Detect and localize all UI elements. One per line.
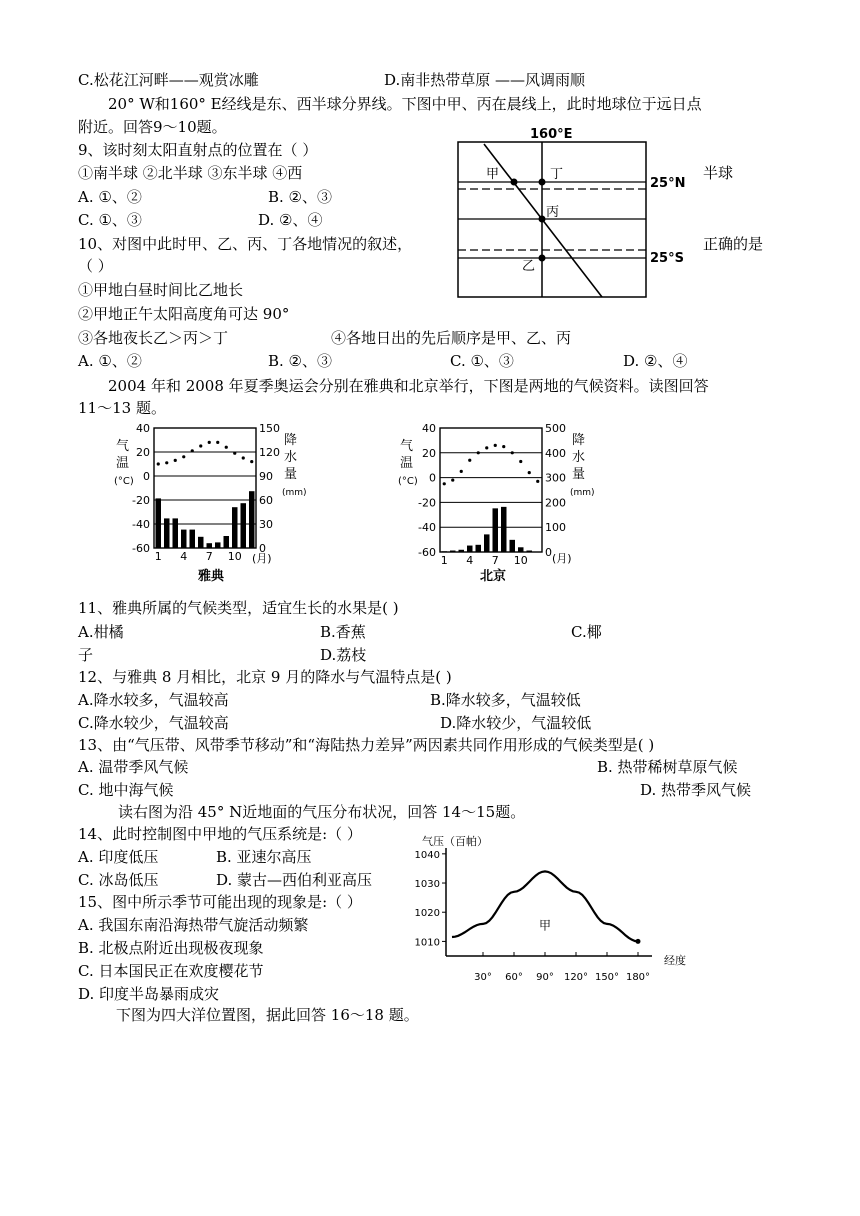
athens-precip-tick: 90 [259,470,273,483]
athens-precip-bar [249,491,255,548]
question-10-option-b: B. ②、③ [268,352,333,370]
question-13-option-d: D. 热带季风气候 [640,781,752,799]
beijing-temp-point [485,446,488,449]
athens-temp-point [182,455,185,458]
athens-precip-tick: 0 [259,542,266,555]
athens-precip-bar [173,518,179,548]
lat-25s-label: 25°S [650,251,684,266]
beijing-precip-bar [442,551,448,552]
beijing-precip-label-4: (mm) [570,488,595,498]
beijing-precip-tick: 400 [545,446,566,460]
intro-16-18: 下图为四大洋位置图，据此回答 16～18 题。 [116,1006,419,1024]
lat-25n-label: 25°N [650,176,686,191]
beijing-precip-tick: 300 [545,471,566,485]
question-9-statements: ①南半球 ②北半球 ③东半球 ④西 [78,164,303,182]
question-9-option-d: D. ②、④ [258,211,323,229]
label-yi: 乙 [522,259,536,274]
athens-precip-bar [207,543,213,548]
athens-precip-label-3: 量 [284,467,298,482]
athens-temp-tick: 0 [143,470,150,483]
beijing-temp-point [536,480,539,483]
beijing-temp-tick: 0 [429,471,436,485]
pressure-x-tick: 120° [563,972,589,983]
point-jia [511,179,518,186]
question-12-option-c: C.降水较少，气温较高 [78,714,229,732]
point-ding [539,179,546,186]
label-jia: 甲 [486,167,500,182]
question-10-tail: 正确的是 [703,235,764,253]
beijing-month-tick: 4 [466,554,474,567]
athens-precip-tick: 30 [259,518,273,531]
athens-city-name: 雅典 [198,569,225,584]
question-14-option-b: B. 亚速尔高压 [216,848,312,866]
question-10: 10、对图中此时甲、乙、丙、丁各地情况的叙述， [78,235,413,253]
question-12-option-b: B.降水较多，气温较低 [430,691,581,709]
beijing-city-name: 北京 [480,569,507,584]
athens-precip-bar [190,530,196,548]
question-13-option-c: C. 地中海气候 [78,781,174,799]
athens-month-tick: 4 [180,550,188,563]
beijing-temp-point [528,471,531,474]
question-14-option-c: C. 冰岛低压 [78,871,159,889]
athens-temp-point [191,449,194,452]
pressure-y-tick: 1020 [414,908,440,920]
beijing-temp-point [443,482,446,485]
pressure-y-tick: 1010 [414,937,440,949]
athens-precip-bar [241,503,247,548]
question-11-option-d: D.荔枝 [320,646,367,664]
athens-precip-tick: 120 [259,446,280,459]
beijing-precip-tick: 200 [545,496,566,510]
pressure-y-label: 气压（百帕） [422,835,488,848]
athens-temp-point [233,452,236,455]
beijing-temp-point [451,478,454,481]
pressure-x-tick: 90° [536,972,554,983]
athens-temp-label-3: (°C) [114,476,134,487]
question-13-option-b: B. 热带稀树草原气候 [597,758,738,776]
beijing-temp-label-3: (°C) [398,476,418,487]
question-10-paren: （ ） [78,257,113,275]
beijing-precip-bar [493,508,499,552]
question-11-option-a: A.柑橘 [78,623,124,641]
athens-precip-bar [198,537,204,548]
athens-precip-bar [156,498,162,548]
question-9-option-c: C. ①、③ [78,211,142,229]
terminator-diagram [452,126,702,301]
question-13-option-a: A. 温带季风气候 [78,758,189,776]
beijing-precip-bar [467,546,473,552]
question-12-option-d: D.降水较少，气温较低 [440,714,592,732]
beijing-temp-tick: -60 [418,546,436,559]
athens-month-tick: 1 [154,550,162,563]
question-9-option-a: A. ①、② [78,188,142,206]
athens-precip-tick: 150 [259,422,280,435]
question-11-option-c: C.椰 [571,623,602,641]
beijing-temp-tick: -20 [418,496,436,510]
question-12-option-a: A.降水较多，气温较高 [78,691,229,709]
beijing-precip-bar [518,547,524,552]
beijing-precip-bar [476,545,482,552]
question-15: 15、图中所示季节可能出现的现象是:（ ） [78,893,362,911]
athens-temp-point [199,444,202,447]
beijing-temp-point [468,459,471,462]
meridian-label: 160°E [530,127,573,142]
beijing-month-tick: 1 [440,554,448,567]
athens-temp-tick: -20 [132,494,150,507]
question-10-option-a: A. ①、② [78,352,142,370]
athens-precip-bar [181,530,187,548]
athens-temp-point [225,446,228,449]
beijing-precip-label-3: 量 [572,467,586,482]
athens-temp-label-2: 温 [116,456,130,471]
athens-temp-tick: 20 [136,446,150,459]
question-15-option-a: A. 我国东南沿海热带气旋活动频繁 [78,916,309,934]
beijing-temp-tick: -40 [418,521,436,535]
question-10-option-c: C. ①、③ [450,352,514,370]
pressure-x-tick: 150° [594,972,620,983]
intro-14-15: 读右图为沿 45° N近地面的气压分布状况，回答 14～15题。 [118,803,526,821]
pressure-end-point [636,939,641,944]
athens-precip-bar [232,507,238,548]
point-bing [539,216,546,223]
athens-precip-bar [224,536,230,548]
label-ding: 丁 [550,167,564,182]
beijing-precip-label-2: 水 [572,450,586,465]
question-10-option-d: D. ②、④ [623,352,688,370]
question-10-statement-3: ③各地夜长乙＞丙＞丁 [78,329,229,347]
question-14: 14、此时控制图中甲地的气压系统是:（ ） [78,825,362,843]
beijing-temp-label-1: 气 [400,439,414,454]
intro-9-10-line1: 20° W和160° E经线是东、西半球分界线。下图中甲、丙在晨线上，此时地球位于远日点 [108,95,702,113]
beijing-precip-label-1: 降 [572,433,586,448]
beijing-precip-tick: 500 [545,422,566,435]
intro-11-13-line2: 11～13 题。 [78,399,166,417]
question-15-option-d: D. 印度半岛暴雨成灾 [78,985,220,1003]
beijing-month-tick: 10 [513,554,528,567]
question-10-statement-1: ①甲地白昼时间比乙地长 [78,281,244,299]
question-10-statement-2: ②甲地正午太阳高度角可达 90° [78,305,290,323]
beijing-precip-tick: 100 [545,521,566,535]
beijing-temp-label-2: 温 [400,456,414,471]
athens-temp-point [165,461,168,464]
athens-temp-point [242,456,245,459]
athens-precip-label-1: 降 [284,433,298,448]
athens-precip-label-2: 水 [284,450,298,465]
beijing-precip-bar [527,551,533,552]
beijing-precip-bar [484,534,490,552]
question-9-option-b: B. ②、③ [268,188,333,206]
q8-option-c: C.松花江河畔——观赏冰雕 [78,71,259,89]
athens-x-unit: (月) [252,552,272,565]
question-11-option-c-cont: 子 [78,646,94,664]
pressure-point-label: 甲 [538,918,552,933]
athens-temp-tick: -60 [132,542,150,555]
athens-temp-tick: 40 [136,422,150,435]
point-yi [539,255,546,262]
pressure-x-tick: 60° [505,972,523,983]
question-14-option-a: A. 印度低压 [78,848,159,866]
beijing-precip-tick: 0 [545,546,552,559]
athens-temp-tick: -40 [132,518,150,531]
pressure-y-tick: 1030 [414,879,440,891]
beijing-climate-chart [392,420,602,590]
athens-temp-point [216,441,219,444]
athens-precip-label-4: (mm) [282,488,307,498]
question-9: 9、该时刻太阳直射点的位置在（ ） [78,141,318,159]
question-15-option-b: B. 北极点附近出现极夜现象 [78,939,264,957]
beijing-temp-point [502,445,505,448]
athens-temp-point [208,441,211,444]
label-bing: 丙 [546,205,560,220]
question-15-option-c: C. 日本国民正在欢度樱花节 [78,962,264,980]
athens-temp-label-1: 气 [116,439,130,454]
beijing-temp-point [494,444,497,447]
beijing-temp-point [519,460,522,463]
question-14-option-d: D. 蒙古—西伯利亚高压 [216,871,373,889]
question-10-statement-4: ④各地日出的先后顺序是甲、乙、丙 [331,329,572,347]
question-13: 13、由“气压带、风带季节移动”和“海陆热力差异”两因素共同作用形成的气候类型是( ) [78,736,655,754]
athens-temp-point [157,462,160,465]
q8-option-d: D.南非热带草原 ——风调雨顺 [384,71,586,89]
beijing-precip-bar [450,551,456,552]
pressure-x-tick: 180° [625,972,651,983]
beijing-precip-bar [510,540,516,552]
pressure-chart [410,828,700,990]
question-12: 12、与雅典 8 月相比，北京 9 月的降水与气温特点是( ) [78,668,452,686]
athens-month-tick: 10 [227,550,242,563]
pressure-x-label: 经度 [664,954,686,967]
athens-temp-point [250,460,253,463]
athens-precip-bar [215,542,221,548]
question-11-option-b: B.香蕉 [320,623,366,641]
question-11: 11、雅典所属的气候类型，适宜生长的水果是( ) [78,599,399,617]
question-9-statements-tail: 半球 [703,164,734,182]
beijing-precip-bar [501,507,507,552]
athens-precip-tick: 60 [259,494,273,507]
intro-9-10-line2: 附近。回答9～10题。 [78,118,227,136]
beijing-temp-tick: 40 [422,422,436,435]
athens-temp-point [174,459,177,462]
athens-month-tick: 7 [205,550,213,563]
athens-precip-bar [164,518,170,548]
beijing-precip-bar [459,550,465,552]
beijing-temp-point [477,451,480,454]
beijing-temp-point [460,470,463,473]
beijing-frame [440,428,542,552]
beijing-temp-point [511,451,514,454]
athens-climate-chart [112,420,312,590]
beijing-temp-tick: 20 [422,446,436,460]
pressure-x-tick: 30° [474,972,492,983]
beijing-month-tick: 7 [491,554,499,567]
intro-11-13-line1: 2004 年和 2008 年夏季奥运会分别在雅典和北京举行，下图是两地的气候资料。读图回答 [108,377,709,395]
pressure-y-tick: 1040 [414,849,440,861]
beijing-x-unit: (月) [552,552,572,565]
